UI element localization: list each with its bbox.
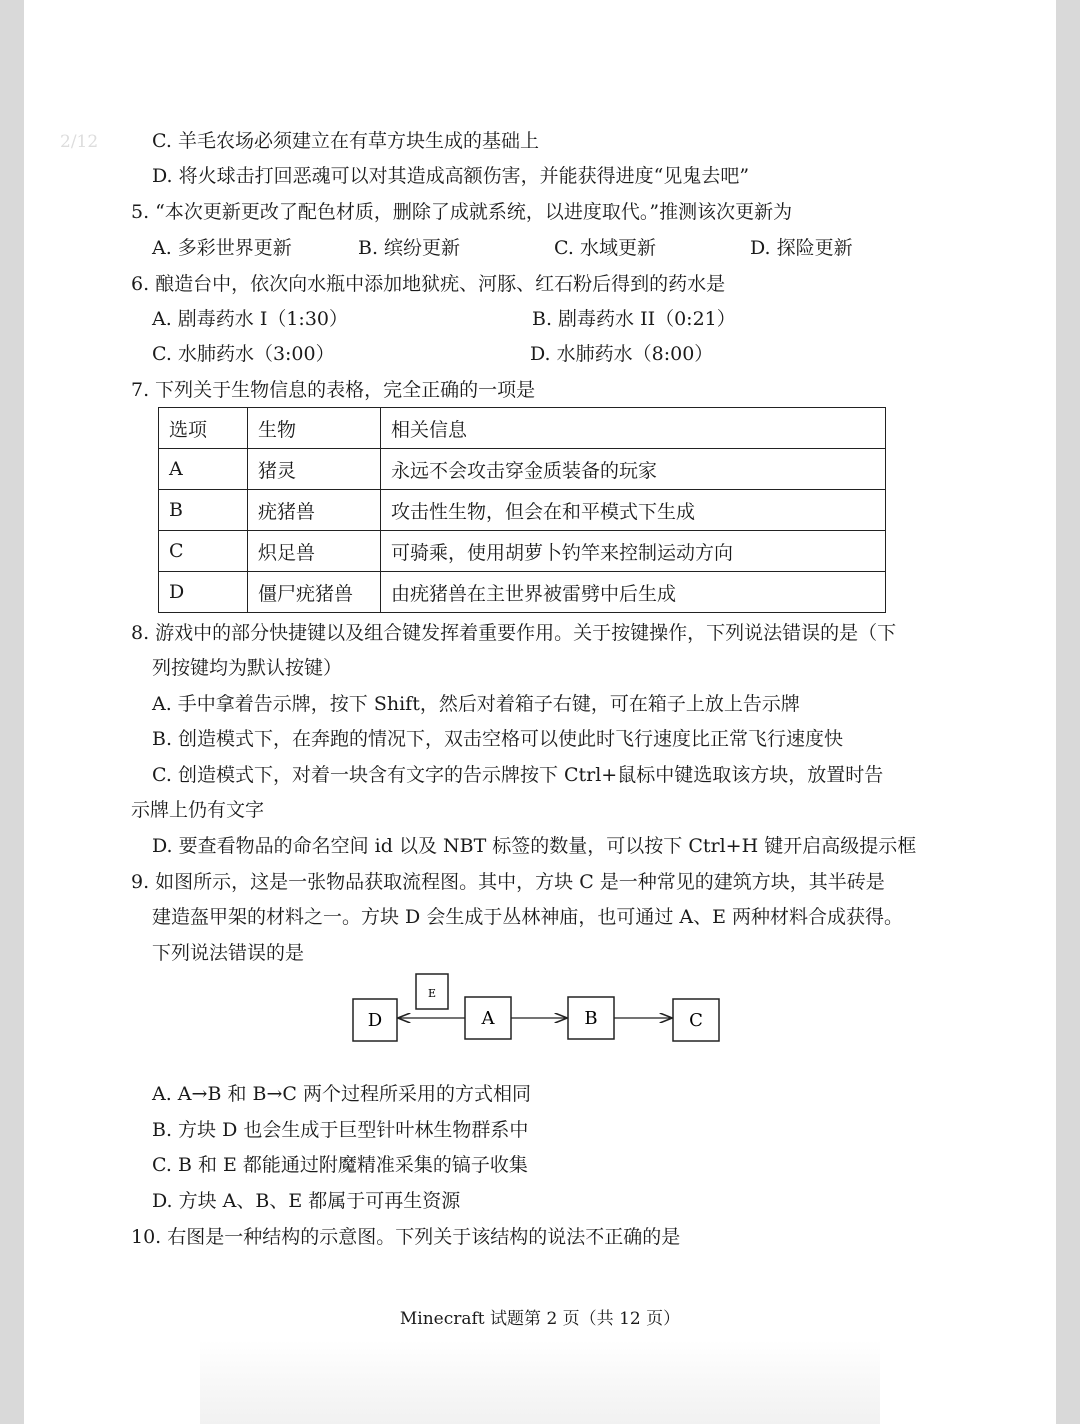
q9-stem-cont: 建造盔甲架的材料之一。方块 D 会生成于丛林神庙，也可通过 A、E 两种材料合成获得。 (152, 906, 903, 928)
table-header-cell: 生物 (248, 408, 381, 449)
page-indicator: 2/12 (60, 132, 99, 152)
table-header-cell: 相关信息 (381, 408, 886, 449)
table-cell: 永远不会攻击穿金质装备的玩家 (381, 449, 886, 490)
q6-option-a: A. 剧毒药水 I（1:30） (152, 308, 349, 330)
q7-stem: 7. 下列关于生物信息的表格，完全正确的一项是 (131, 379, 536, 401)
table-cell: 可骑乘，使用胡萝卜钓竿来控制运动方向 (381, 531, 886, 572)
page-footer: Minecraft 试题第 2 页（共 12 页） (399, 1309, 681, 1329)
q5-option-a: A. 多彩世界更新 (152, 237, 292, 259)
table-cell: 炽足兽 (248, 531, 381, 572)
q8-option-b: B. 创造模式下，在奔跑的情况下，双击空格可以使此时飞行速度比正常飞行速度快 (152, 728, 844, 750)
q10-stem: 10. 右图是一种结构的示意图。下列关于该结构的说法不正确的是 (131, 1226, 681, 1248)
q5-stem: 5. “本次更新更改了配色材质，删除了成就系统，以进度取代。”推测该次更新为 (131, 201, 793, 223)
table-cell: 疣猪兽 (248, 490, 381, 531)
table-cell: 僵尸疣猪兽 (248, 572, 381, 613)
q9-stem-cont2: 下列说法错误的是 (152, 942, 305, 964)
table-cell: 猪灵 (248, 449, 381, 490)
q6-stem: 6. 酿造台中，依次向水瓶中添加地狱疣、河豚、红石粉后得到的药水是 (131, 273, 726, 295)
flow-label-e: E (427, 987, 437, 1000)
table-row (159, 572, 886, 613)
table-cell: B (159, 490, 248, 531)
q6-option-b: B. 剧毒药水 II（0:21） (532, 308, 736, 330)
q4-option-c: C. 羊毛农场必须建立在有草方块生成的基础上 (152, 130, 539, 152)
q4-option-d: D. 将火球击打回恶魂可以对其造成高额伤害，并能获得进度“见鬼去吧” (152, 165, 750, 187)
table-cell: D (159, 572, 248, 613)
table-header-row (159, 408, 886, 449)
flow-label-b: B (584, 1008, 598, 1029)
q9-option-b: B. 方块 D 也会生成于巨型针叶林生物群系中 (152, 1119, 529, 1141)
table-header-cell: 选项 (159, 408, 248, 449)
q8-stem-cont: 列按键均为默认按键） (152, 657, 343, 679)
table-cell: 由疣猪兽在主世界被雷劈中后生成 (381, 572, 886, 613)
mob-info-table (158, 407, 886, 613)
table-row (159, 531, 886, 572)
q8-option-d: D. 要查看物品的命名空间 id 以及 NBT 标签的数量，可以按下 Ctrl+H 键开启高级提示框 (152, 835, 917, 857)
table-cell: C (159, 531, 248, 572)
q8-option-c: C. 创造模式下，对着一块含有文字的告示牌按下 Ctrl+鼠标中键选取该方块，放置时告 (152, 764, 884, 786)
q8-option-a: A. 手中拿着告示牌，按下 Shift，然后对着箱子右键，可在箱子上放上告示牌 (152, 693, 800, 715)
q6-option-c: C. 水肺药水（3:00） (152, 343, 335, 365)
q8-option-c-cont: 示牌上仍有文字 (131, 799, 265, 821)
q5-option-b: B. 缤纷更新 (358, 237, 461, 259)
table-cell: 攻击性生物，但会在和平模式下生成 (381, 490, 886, 531)
blurred-next-page-edge (200, 1340, 880, 1424)
q5-option-d: D. 探险更新 (750, 237, 853, 259)
q6-option-d: D. 水肺药水（8:00） (530, 343, 714, 365)
flow-label-a: A (481, 1008, 495, 1029)
q5-option-c: C. 水域更新 (554, 237, 656, 259)
q9-stem: 9. 如图所示，这是一张物品获取流程图。其中，方块 C 是一种常见的建筑方块，其半砖是 (131, 871, 885, 893)
table-row (159, 449, 886, 490)
table-row (159, 490, 886, 531)
q9-option-d: D. 方块 A、B、E 都属于可再生资源 (152, 1190, 461, 1212)
q9-option-c: C. B 和 E 都能通过附魔精准采集的镐子收集 (152, 1154, 528, 1176)
q8-stem: 8. 游戏中的部分快捷键以及组合键发挥着重要作用。关于按键操作，下列说法错误的是（下 (131, 622, 897, 644)
flow-label-c: C (689, 1010, 703, 1031)
item-flow-diagram (340, 968, 740, 1058)
table-cell: A (159, 449, 248, 490)
flow-label-d: D (367, 1010, 383, 1031)
q9-option-a: A. A→B 和 B→C 两个过程所采用的方式相同 (152, 1083, 531, 1105)
